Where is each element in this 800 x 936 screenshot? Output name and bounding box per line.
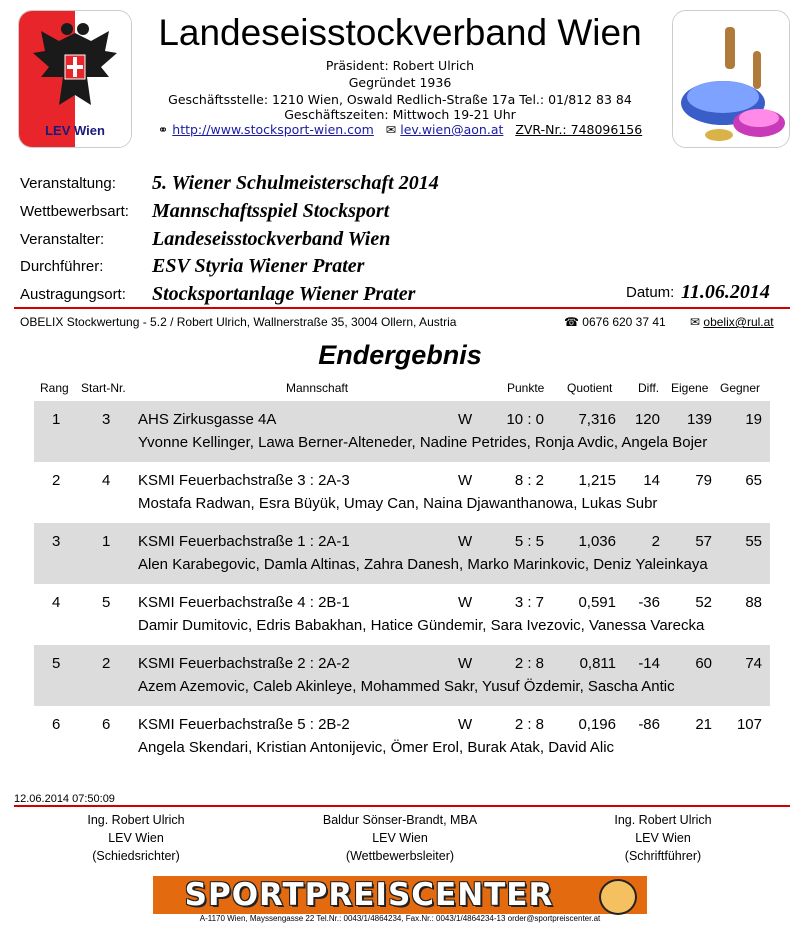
software-email-link[interactable]: obelix@rul.at (703, 315, 774, 329)
col-quotient: Quotient (567, 381, 613, 395)
players-cell: Angela Skendari, Kristian Antonijevic, Ömer Erol, Burak Atak, David Alic (138, 739, 615, 756)
sponsor-banner (153, 876, 647, 914)
start-cell: 4 (102, 472, 111, 489)
wettbewerbsart-label: Wettbewerbsart: (20, 203, 129, 220)
players-cell: Azem Azemovic, Caleb Akinleye, Mohammed Sakr, Yusuf Özdemir, Sascha Antic (138, 678, 675, 695)
gegner-cell: 65 (745, 472, 762, 489)
players-cell: Damir Dumitovic, Edris Babakhan, Hatice Gündemir, Sara Ivezovic, Vanessa Varecka (138, 617, 705, 634)
team-cell: KSMI Feuerbachstraße 4 : 2B-1 (138, 594, 350, 611)
rang-cell: 4 (52, 594, 61, 611)
divider-top (14, 307, 790, 309)
wettbewerbsart-value: Mannschaftsspiel Stocksport (152, 200, 390, 222)
signature-referee (36, 811, 236, 865)
wl-cell: W (458, 533, 473, 550)
players-cell: Alen Karabegovic, Damla Altinas, Zahra Danesh, Marko Marinkovic, Deniz Yaleinkaya (138, 556, 708, 573)
signature-role: (Wettbewerbsleiter) (345, 849, 455, 863)
punkte-cell: 10 : 0 (506, 411, 544, 428)
wl-cell: W (458, 594, 473, 611)
eigene-cell: 139 (686, 411, 712, 428)
eigene-cell: 52 (695, 594, 712, 611)
team-cell: KSMI Feuerbachstraße 1 : 2A-1 (138, 533, 350, 550)
table-row (34, 401, 770, 462)
signature-org: LEV Wien (372, 831, 428, 845)
mail-icon: ✉ (385, 122, 397, 137)
org-name: Landeseisstockverband Wien (158, 12, 642, 53)
col-start: Start-Nr. (81, 381, 126, 395)
signature-org: LEV Wien (635, 831, 691, 845)
website-link[interactable]: http://www.stocksport-wien.com (172, 122, 374, 137)
office-address: Geschäftsstelle: 1210 Wien, Oswald Redlich-Straße 17a Tel.: 01/812 83 84 (168, 92, 632, 107)
start-cell: 1 (102, 533, 111, 550)
diff-cell: -86 (638, 716, 660, 733)
rang-cell: 1 (52, 411, 61, 428)
start-cell: 3 (102, 411, 111, 428)
team-cell: KSMI Feuerbachstraße 3 : 2A-3 (138, 472, 350, 489)
col-team: Mannschaft (286, 381, 349, 395)
col-gegner: Gegner (720, 381, 761, 395)
veranstalter-label: Veranstalter: (20, 231, 105, 248)
col-punkte: Punkte (507, 381, 545, 395)
globe-icon: ⚭ (157, 122, 169, 137)
signature-name: Baldur Sönser-Brandt, MBA (322, 813, 478, 827)
players-cell: Yvonne Kellinger, Lawa Berner-Alteneder, Nadine Petrides, Ronja Avdic, Angela Bojer (138, 434, 708, 451)
veranstaltung-value: 5. Wiener Schulmeisterschaft 2014 (152, 172, 439, 194)
gegner-cell: 107 (736, 716, 762, 733)
quotient-cell: 0,196 (578, 716, 616, 733)
diff-cell: 2 (651, 533, 660, 550)
table-row (34, 523, 770, 584)
contact-links (140, 122, 660, 137)
diff-cell: -14 (638, 655, 660, 672)
president: Präsident: Robert Ulrich (325, 58, 475, 73)
wl-cell: W (458, 716, 473, 733)
col-rang: Rang (40, 381, 69, 395)
gegner-cell: 74 (745, 655, 762, 672)
durchfuehrer-value: ESV Styria Wiener Prater (152, 255, 365, 277)
diff-cell: 120 (634, 411, 660, 428)
punkte-cell: 5 : 5 (514, 533, 544, 550)
team-cell: KSMI Feuerbachstraße 2 : 2A-2 (138, 655, 350, 672)
table-row (34, 462, 770, 523)
rang-cell: 5 (52, 655, 61, 672)
signature-role: (Schriftführer) (624, 849, 702, 863)
software-line: OBELIX Stockwertung - 5.2 / Robert Ulrich, Wallnerstraße 35, 3004 Ollern, Austria (20, 315, 457, 329)
quotient-cell: 0,591 (578, 594, 616, 611)
eigene-cell: 21 (695, 716, 712, 733)
punkte-cell: 2 : 8 (514, 716, 544, 733)
diff-cell: 14 (643, 472, 660, 489)
punkte-cell: 3 : 7 (514, 594, 544, 611)
quotient-cell: 0,811 (579, 655, 616, 672)
rang-cell: 3 (52, 533, 61, 550)
veranstaltung-label: Veranstaltung: (20, 175, 116, 192)
punkte-cell: 2 : 8 (514, 655, 544, 672)
gegner-cell: 88 (745, 594, 762, 611)
software-email (690, 315, 774, 329)
start-cell: 6 (102, 716, 111, 733)
page-title: Endergebnis (318, 340, 482, 370)
gegner-cell: 19 (745, 411, 762, 428)
lev-wien-logo (18, 10, 132, 148)
table-row (34, 706, 770, 767)
eisstock-image (672, 10, 790, 148)
rang-cell: 6 (52, 716, 61, 733)
datum-value: 11.06.2014 (681, 281, 770, 303)
col-eigene: Eigene (671, 381, 709, 395)
wl-cell: W (458, 472, 473, 489)
zvr-number: ZVR-Nr.: 748096156 (515, 122, 643, 137)
eigene-cell: 57 (695, 533, 712, 550)
signature-role: (Schiedsrichter) (92, 849, 180, 863)
sponsor-name: SPORTPREISCENTER (184, 877, 554, 913)
rang-cell: 2 (52, 472, 61, 489)
gegner-cell: 55 (745, 533, 762, 550)
signature-org: LEV Wien (108, 831, 164, 845)
start-cell: 5 (102, 594, 111, 611)
phone-icon: ☎ (564, 315, 579, 329)
datum-label: Datum: (626, 284, 675, 301)
punkte-cell: 8 : 2 (514, 472, 544, 489)
signature-secretary (563, 811, 763, 865)
start-cell: 2 (102, 655, 111, 672)
signature-competition-lead (300, 811, 500, 865)
ort-label: Austragungsort: (20, 286, 126, 303)
durchfuehrer-label: Durchführer: (20, 258, 104, 275)
signature-name: Ing. Robert Ulrich (614, 813, 712, 827)
svg-text:LEV Wien: LEV Wien (45, 123, 105, 138)
col-diff: Diff. (638, 381, 660, 395)
divider-bottom (14, 805, 790, 807)
quotient-cell: 1,036 (578, 533, 616, 550)
quotient-cell: 7,316 (578, 411, 616, 428)
team-cell: KSMI Feuerbachstraße 5 : 2B-2 (138, 716, 350, 733)
ort-value: Stocksportanlage Wiener Prater (152, 283, 416, 305)
phone-number: 0676 620 37 41 (582, 315, 666, 329)
office-hours: Geschäftszeiten: Mittwoch 19-21 Uhr (284, 107, 516, 122)
diff-cell: -36 (638, 594, 660, 611)
trophy-icon (599, 879, 637, 915)
signature-name: Ing. Robert Ulrich (87, 813, 185, 827)
quotient-cell: 1,215 (578, 472, 616, 489)
phone (564, 315, 666, 329)
players-cell: Mostafa Radwan, Esra Büyük, Umay Can, Naina Djawanthanowa, Lukas Subr (138, 495, 658, 512)
founded: Gegründet 1936 (348, 75, 452, 90)
eigene-cell: 79 (695, 472, 712, 489)
team-cell: AHS Zirkusgasse 4A (138, 411, 277, 428)
table-row (34, 584, 770, 645)
wl-cell: W (458, 411, 473, 428)
eigene-cell: 60 (695, 655, 712, 672)
wl-cell: W (458, 655, 473, 672)
print-timestamp: 12.06.2014 07:50:09 (14, 793, 115, 805)
sponsor-address: A-1170 Wien, Mayssengasse 22 Tel.Nr.: 0043/1/4864234, Fax.Nr.: 0043/1/4864234-13 order@sportpreiscenter.at (199, 914, 601, 923)
table-row (34, 645, 770, 706)
veranstalter-value: Landeseisstockverband Wien (152, 228, 391, 250)
email-link[interactable]: lev.wien@aon.at (400, 122, 504, 137)
mail-icon: ✉ (690, 315, 701, 329)
